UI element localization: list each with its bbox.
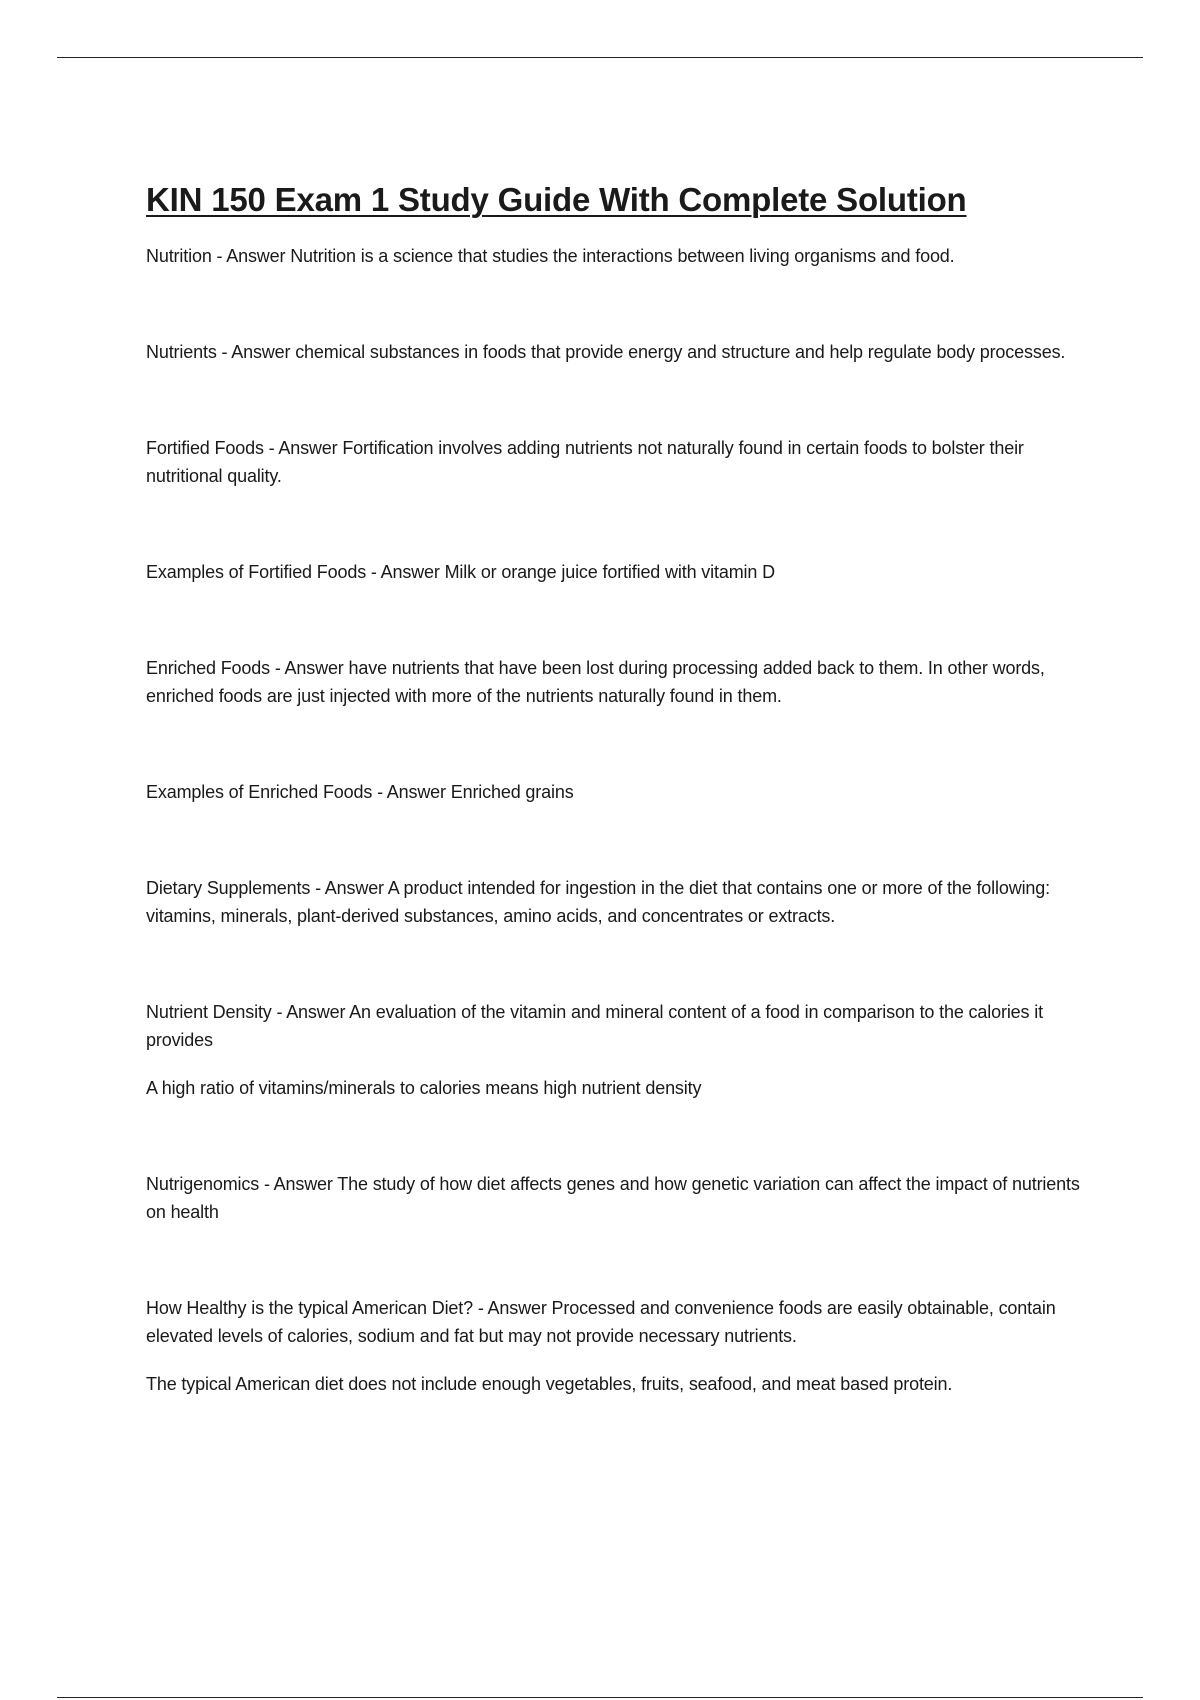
entry-nutrients — [146, 338, 1096, 366]
entry-text: Examples of Enriched Foods - Answer Enriched grains — [146, 782, 574, 802]
entry-examples-fortified-foods — [146, 558, 1096, 586]
header-divider — [57, 57, 1143, 58]
entry-text: Nutrients - Answer chemical substances in foods that provide energy and structure and help regulate body processes. — [146, 342, 1066, 362]
entry-examples-enriched-foods — [146, 778, 1096, 806]
footer-divider — [57, 1697, 1143, 1698]
entry-enriched-foods — [146, 654, 1096, 710]
entry-text: Nutrigenomics - Answer The study of how diet affects genes and how genetic variation can affect the impact of nutrients on health — [146, 1174, 1080, 1222]
entry-dietary-supplements — [146, 874, 1096, 930]
entry-text: How Healthy is the typical American Diet? - Answer Processed and convenience foods are easily obtainable, contain elevated levels of calories, sodium and fat but may not provide necessary nutrients. — [146, 1298, 1056, 1346]
entry-text: Nutrition - Answer Nutrition is a science that studies the interactions between living organisms and food. — [146, 246, 955, 266]
entry-text-continued: A high ratio of vitamins/minerals to calories means high nutrient density — [146, 1078, 702, 1098]
entry-text: Dietary Supplements - Answer A product intended for ingestion in the diet that contains one or more of the following: vitamins, minerals, plant-derived substances, amino acids, and concentrates or extracts. — [146, 878, 1050, 926]
entry-fortified-foods — [146, 434, 1096, 490]
entry-american-diet — [146, 1294, 1096, 1398]
entry-text-continued: The typical American diet does not include enough vegetables, fruits, seafood, and meat based protein. — [146, 1374, 953, 1394]
entry-text: Fortified Foods - Answer Fortification involves adding nutrients not naturally found in certain foods to bolster their nutritional quality. — [146, 438, 1024, 486]
document-title: KIN 150 Exam 1 Study Guide With Complete Solution — [146, 181, 967, 218]
entry-text: Enriched Foods - Answer have nutrients that have been lost during processing added back to them. In other words, enriched foods are just injected with more of the nutrients naturally found in them. — [146, 658, 1045, 706]
entry-nutrient-density — [146, 998, 1096, 1102]
entry-nutrition — [146, 242, 1096, 270]
entry-nutrigenomics — [146, 1170, 1096, 1226]
entry-text: Nutrient Density - Answer An evaluation of the vitamin and mineral content of a food in comparison to the calories it provides — [146, 1002, 1043, 1050]
document-body — [146, 176, 1096, 1466]
entry-text: Examples of Fortified Foods - Answer Milk or orange juice fortified with vitamin D — [146, 562, 775, 582]
